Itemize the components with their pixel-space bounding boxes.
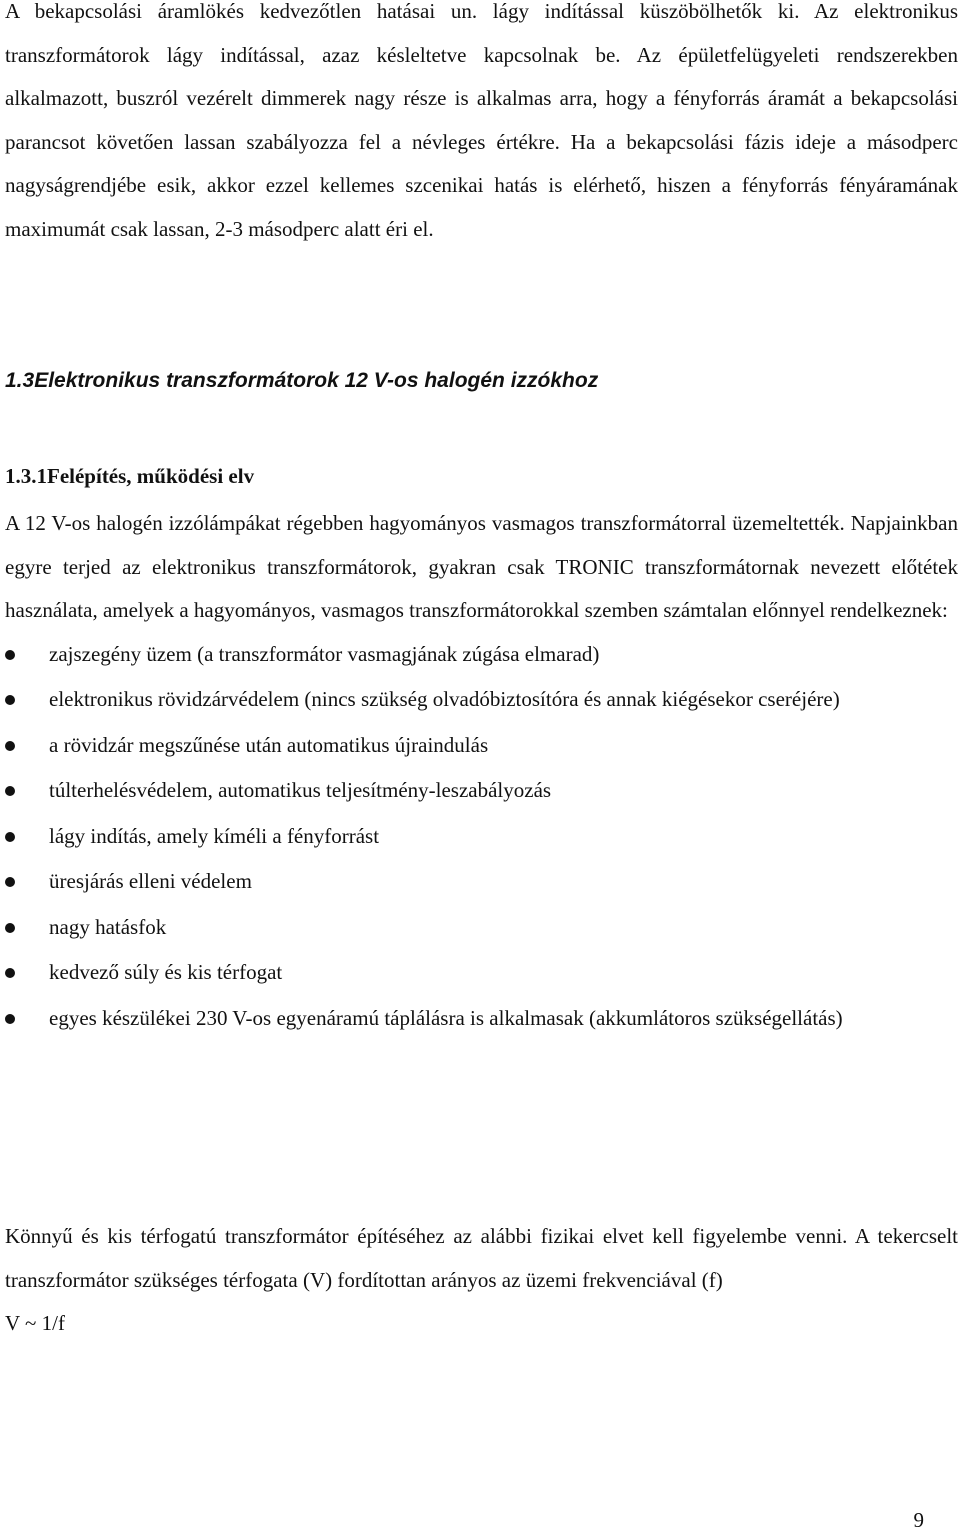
advantages-list bbox=[5, 633, 958, 1041]
bullet-icon bbox=[5, 923, 15, 933]
list-item bbox=[5, 633, 958, 677]
list-item-text: zajszegény üzem (a transzformátor vasmagjának zúgása elmarad) bbox=[49, 641, 600, 666]
bullet-icon bbox=[5, 877, 15, 887]
list-item-text: elektronikus rövidzárvédelem (nincs szükség olvadóbiztosítóra és annak kiégésekor cseréjére) bbox=[49, 687, 840, 711]
bullet-icon bbox=[5, 968, 15, 978]
list-item-text: a rövidzár megszűnése után automatikus újraindulás bbox=[49, 732, 489, 757]
bullet-icon bbox=[5, 695, 15, 705]
bullet-icon bbox=[5, 786, 15, 796]
formula: V ~ 1/f bbox=[5, 1311, 65, 1335]
list-item bbox=[5, 997, 958, 1041]
list-item bbox=[5, 951, 958, 995]
list-item bbox=[5, 678, 958, 722]
list-item-text: üresjárás elleni védelem bbox=[49, 869, 252, 893]
principle-block bbox=[5, 1215, 958, 1346]
principle-paragraph: Könnyű és kis térfogatú transzformátor építéséhez az alábbi fizikai elvet kell figyelembe venni. A tekercselt transzformátor szükséges térfogata (V) fordítottan arányos az üzemi frekvenciával (f) bbox=[5, 1224, 958, 1292]
bullet-icon bbox=[5, 1014, 15, 1024]
bullet-icon bbox=[5, 650, 15, 660]
intro-paragraph: A bekapcsolási áramlökés kedvezőtlen hatásai un. lágy indítással küszöbölhetők ki. Az elektronikus transzformátorok lágy indítással, azaz késleltetve kapcsolnak be. Az épületfelügyeleti rendszerekben alkalmazott, buszról vezérelt dimmerek nagy része is alkalmas arra, hogy a fényforrás áramát a bekapcsolási parancsot követően lassan szabályozza fel a névleges értékre. Ha a bekapcsolási fázis ideje a másodperc nagyságrendjébe esik, akkor ezzel kellemes szcenikai hatás is elérhető, hiszen a fényforrás fényáramának maximumát csak lassan, 2-3 másodperc alatt éri el. bbox=[5, 0, 958, 241]
structure-block bbox=[5, 502, 958, 1042]
list-item bbox=[5, 769, 958, 813]
list-item-text: egyes készülékei 230 V-os egyenáramú táplálásra is alkalmasak (akkumlátoros szükségellátás) bbox=[49, 1005, 843, 1030]
structure-paragraph: A 12 V-os halogén izzólámpákat régebben hagyományos vasmagos transzformátorral üzemeltették. Napjainkban egyre terjed az elektronikus transzformátorok, gyakran csak TRONIC transzformátornak nevezett előtétek használata, amelyek a hagyományos, vasmagos transzformátorokkal szemben számtalan előnnyel rendelkeznek: bbox=[5, 511, 958, 622]
page-number: 9 bbox=[913, 1508, 924, 1532]
bullet-icon bbox=[5, 832, 15, 842]
list-item-text: lágy indítás, amely kíméli a fényforrást bbox=[49, 823, 380, 848]
list-item bbox=[5, 815, 958, 859]
list-item-text: nagy hatásfok bbox=[49, 914, 167, 939]
list-item bbox=[5, 860, 958, 904]
list-item-text: kedvező súly és kis térfogat bbox=[49, 960, 283, 984]
document-page bbox=[5, 0, 958, 1335]
list-item-text: túlterhelésvédelem, automatikus teljesítmény-leszabályozás bbox=[49, 778, 552, 802]
section-heading: 1.3Elektronikus transzformátorok 12 V-os halogén izzókhoz bbox=[5, 369, 599, 392]
bullet-icon bbox=[5, 741, 15, 751]
subsection-heading: 1.3.1Felépítés, működési elv bbox=[5, 464, 255, 488]
list-item bbox=[5, 906, 958, 950]
list-item bbox=[5, 724, 958, 768]
